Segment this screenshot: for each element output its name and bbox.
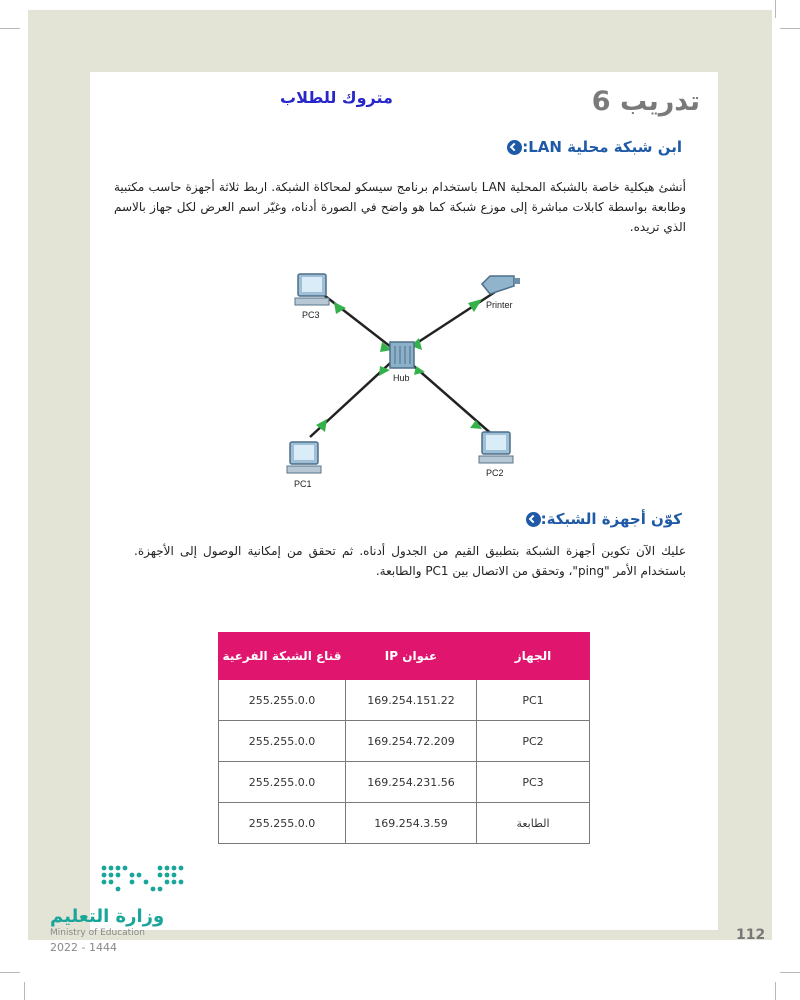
pc1-icon (287, 442, 321, 473)
content-page (90, 72, 718, 930)
cell-ip: 169.254.151.22 (346, 680, 477, 721)
table-row (219, 721, 590, 762)
crop-mark (780, 28, 800, 29)
logo-english-text: Ministry of Education (50, 928, 145, 938)
crop-mark (775, 982, 776, 1000)
section2-paragraph: عليك الآن تكوين أجهزة الشبكة بتطبيق القيم من الجدول أدناه. ثم تحقق من إمكانية الوصول إلى الأجهزة. باستخدام الأمر "ping"، وتحقق من الاتصال بين PC1 والطابعة. (134, 544, 686, 578)
cell-subnet: 255.255.0.0 (219, 680, 346, 721)
pc2-label: PC2 (486, 468, 504, 478)
header-ip: عنوان IP (346, 633, 477, 680)
page-subtitle: متروك للطلاب (280, 88, 393, 107)
table-row (219, 803, 590, 844)
logo-dots-graphic (96, 862, 196, 898)
printer-label: Printer (486, 300, 513, 310)
table-row (219, 762, 590, 803)
cell-device: PC3 (477, 762, 590, 803)
cell-device: PC1 (477, 680, 590, 721)
device-config-table (218, 632, 590, 844)
hub-icon (390, 342, 414, 368)
cell-ip: 169.254.231.56 (346, 762, 477, 803)
logo-year: 2022 - 1444 (50, 941, 117, 954)
section2-heading (518, 510, 682, 528)
hub-label: Hub (393, 373, 410, 383)
logo-arabic-text: وزارة التعليم (50, 906, 165, 927)
crop-mark (24, 982, 25, 1000)
header-subnet: قناع الشبكة الفرعية (219, 633, 346, 680)
table-header-row (219, 633, 590, 680)
crop-mark (0, 972, 20, 973)
cable-pc3 (320, 292, 400, 354)
network-diagram (250, 262, 550, 502)
page-title: تدريب 6 (591, 86, 700, 117)
link-light (468, 299, 482, 312)
section1-heading (499, 138, 682, 156)
pc3-icon (295, 274, 329, 305)
cell-subnet: 255.255.0.0 (219, 721, 346, 762)
cell-device: PC2 (477, 721, 590, 762)
chevron-right-icon (526, 512, 541, 527)
table-row (219, 680, 590, 721)
printer-icon (482, 276, 520, 294)
cell-subnet: 255.255.0.0 (219, 803, 346, 844)
cell-ip: 169.254.72.209 (346, 721, 477, 762)
cell-device: الطابعة (477, 803, 590, 844)
pc2-icon (479, 432, 513, 463)
chevron-right-icon (507, 140, 522, 155)
pc1-label: PC1 (294, 479, 312, 489)
ministry-logo (50, 862, 196, 954)
section1-paragraph: أنشئ هيكلية خاصة بالشبكة المحلية LAN باستخدام برنامج سيسكو لمحاكاة الشبكة. اربط ثلاثة أجهزة حاسب مكتبية وطابعة بواسطة كابلات مباشرة إلى موزع شبكة كما هو واضح في الصورة أدناه، وغيّر اسم العرض لكل جهاز بالاسم الذي تريده. (114, 180, 686, 234)
crop-mark (780, 972, 800, 973)
cell-subnet: 255.255.0.0 (219, 762, 346, 803)
header-device: الجهاز (477, 633, 590, 680)
section1-heading-text: ابن شبكة محلية LAN: (522, 138, 682, 156)
cell-ip: 169.254.3.59 (346, 803, 477, 844)
page-number: 112 (736, 927, 766, 943)
pc3-label: PC3 (302, 310, 320, 320)
section2-heading-text: كوّن أجهزة الشبكة: (540, 510, 682, 528)
crop-mark (775, 0, 776, 18)
crop-mark (0, 28, 20, 29)
